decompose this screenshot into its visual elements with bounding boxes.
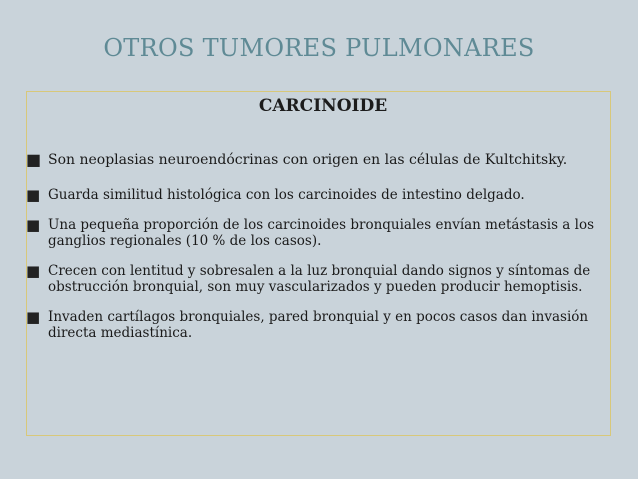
section-heading: CARCINOIDE: [258, 96, 388, 116]
bullet-item: [26, 152, 606, 169]
bullet-text: Crecen con lentitud y sobresalen a la luz bronquial dando signos y síntomas de obstrucción bronquial, son muy vascularizados y pueden producir hemoptisis.: [48, 263, 591, 295]
bullet-marker-icon: ■: [26, 216, 41, 234]
bullet-item: [26, 217, 606, 249]
bullet-text: Invaden cartílagos bronquiales, pared bronquial y en pocos casos dan invasión directa mediastínica.: [48, 309, 589, 341]
bullet-marker-icon: ■: [26, 262, 41, 280]
bullet-item: [26, 309, 606, 341]
bullet-marker-icon: ■: [26, 186, 41, 204]
bullet-text: Son neoplasias neuroendócrinas con origen en las células de Kultchitsky.: [48, 152, 568, 168]
bullet-item: [26, 187, 606, 203]
bullet-text: Una pequeña proporción de los carcinoides bronquiales envían metástasis a los ganglios regionales (10 % de los casos).: [48, 217, 595, 249]
bullet-marker-icon: ■: [26, 308, 41, 326]
bullet-item: [26, 263, 606, 295]
bullet-text: Guarda similitud histológica con los carcinoides de intestino delgado.: [48, 187, 525, 203]
bullet-list: [26, 152, 606, 355]
slide-title: OTROS TUMORES PULMONARES: [103, 34, 535, 62]
bullet-marker-icon: ■: [26, 150, 42, 169]
